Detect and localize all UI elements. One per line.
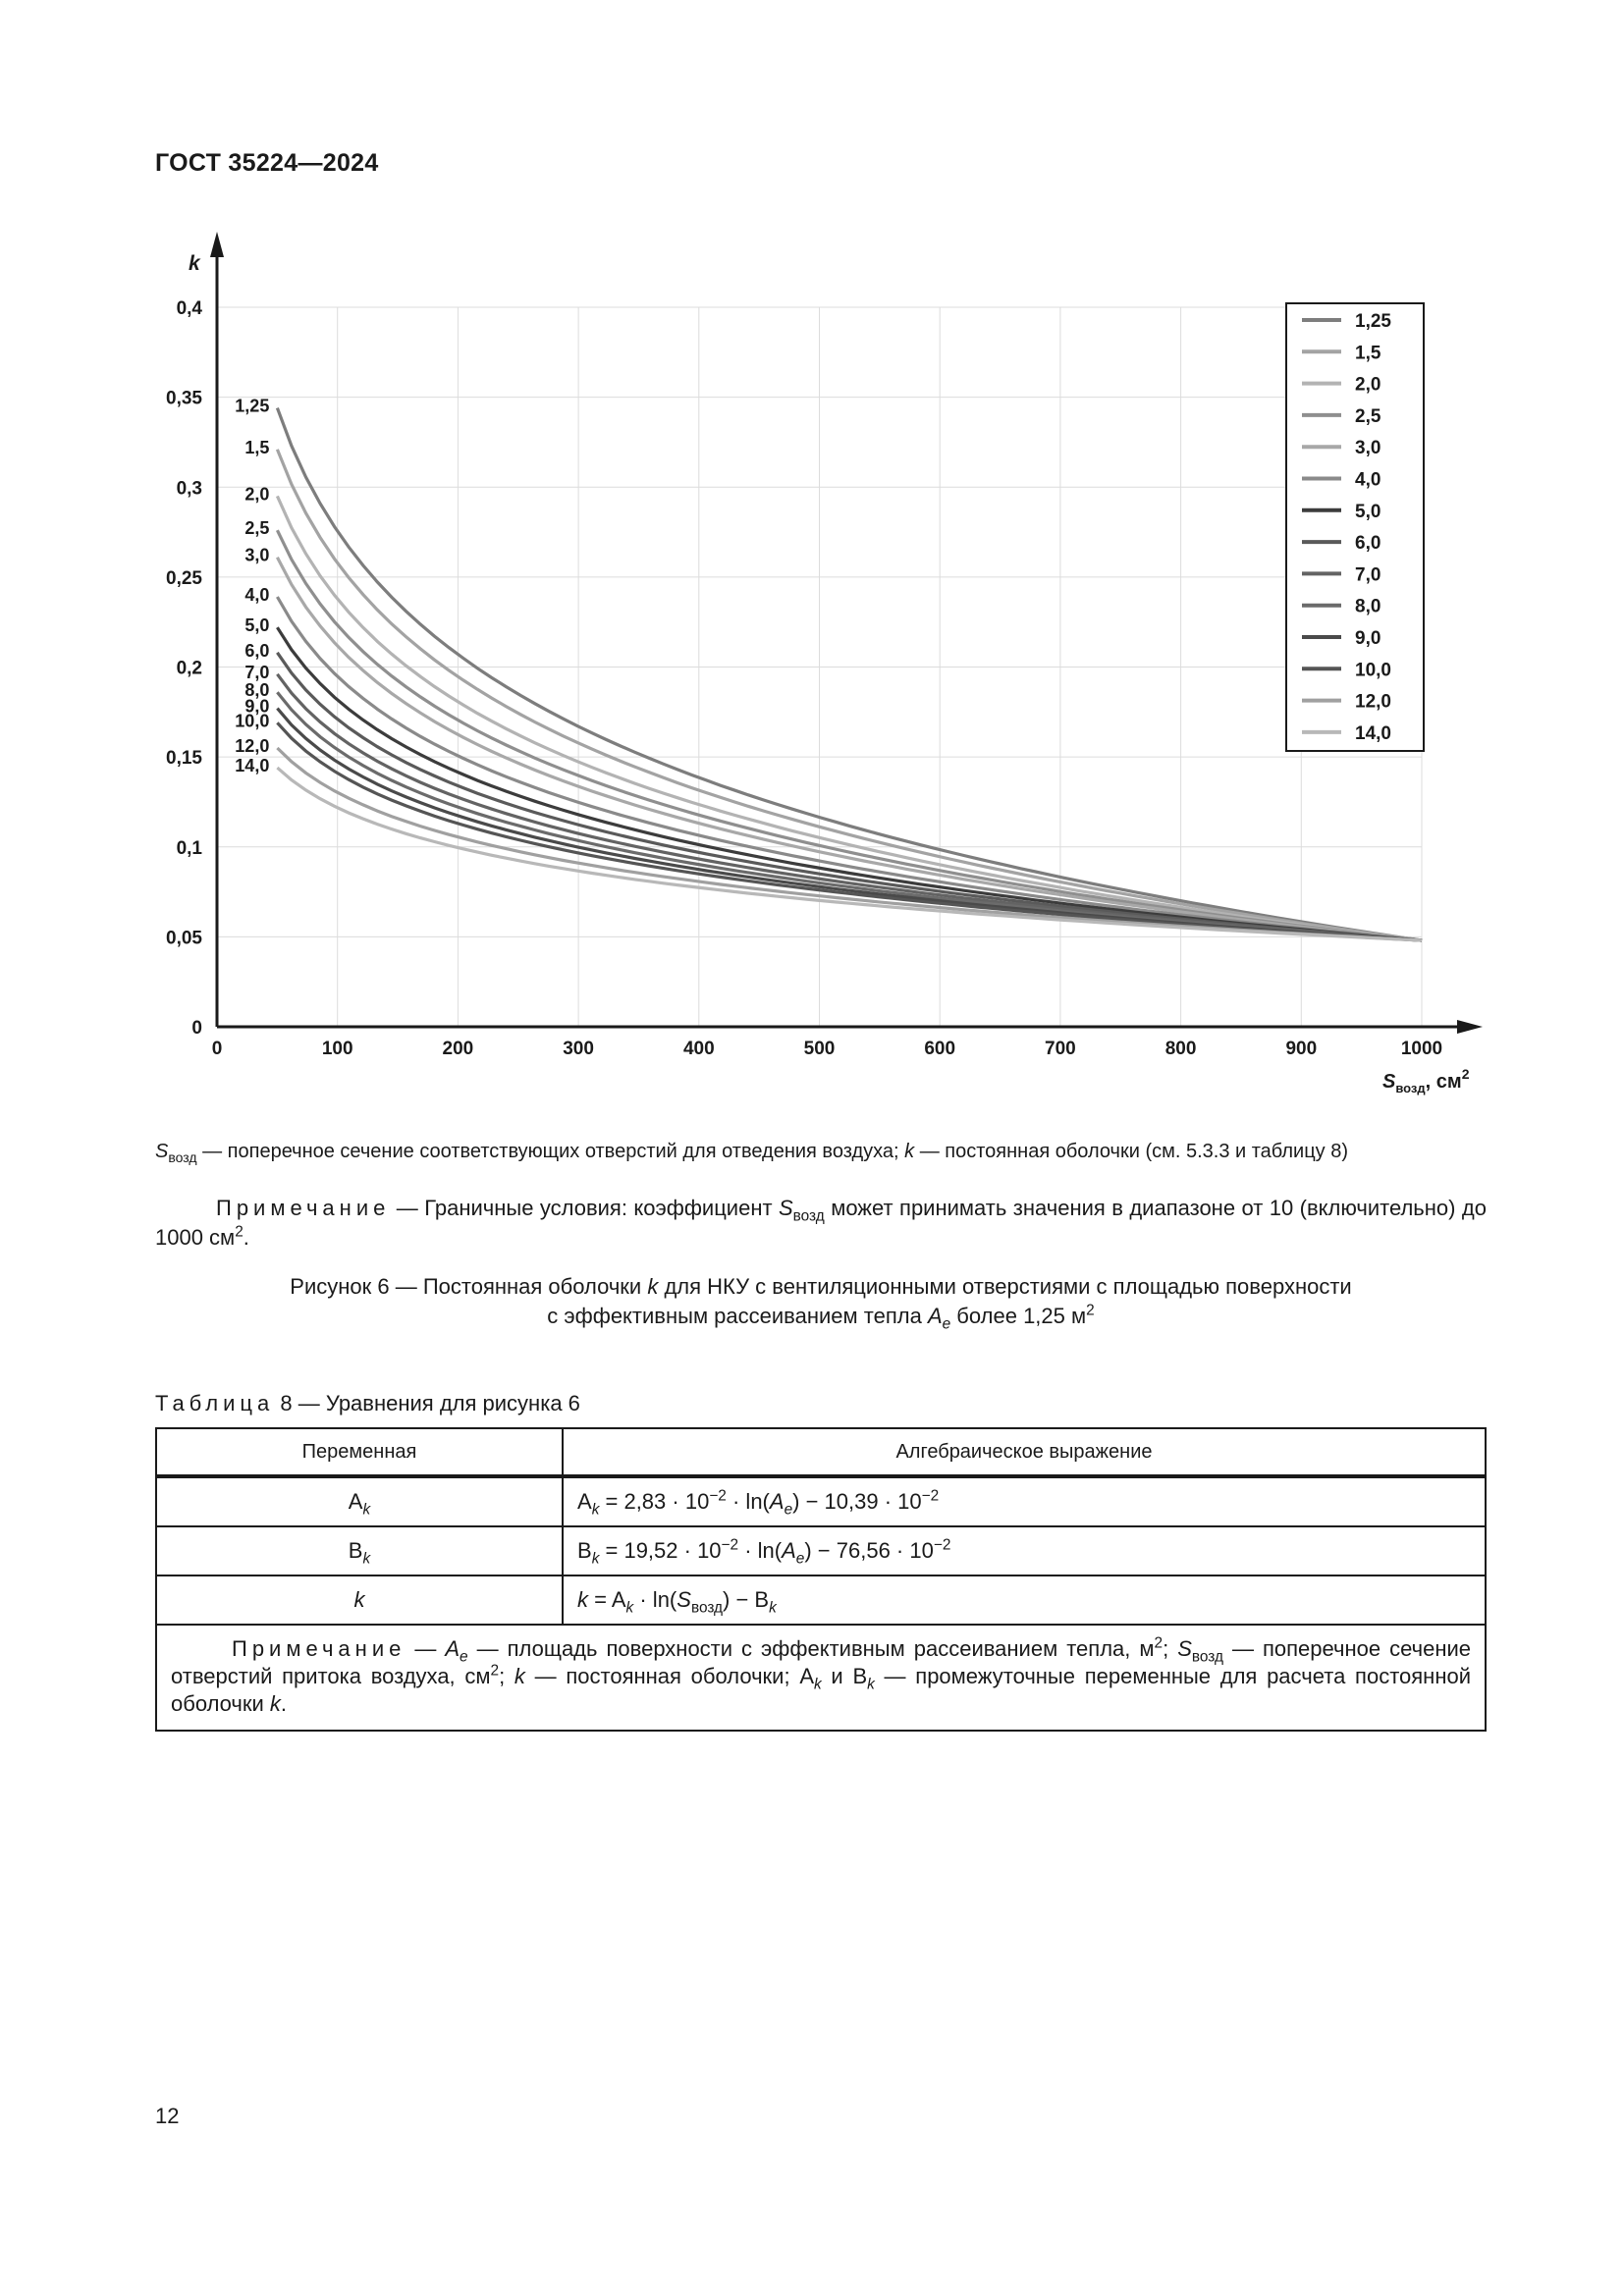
y-tick-label: 0,3: [176, 478, 202, 500]
figure-caption-line-2: [155, 1302, 1487, 1331]
tn-t2-sup: 2: [1154, 1634, 1164, 1652]
k-e1: = A: [588, 1587, 626, 1612]
x-tick-label: 300: [563, 1039, 594, 1059]
series-line-10,0: [277, 722, 1422, 940]
note-symbol: S: [778, 1196, 793, 1220]
y-tick-label: 0,15: [166, 748, 202, 770]
header-variable: Переменная: [156, 1428, 563, 1476]
x-axis-label-symbol: S: [1382, 1071, 1396, 1093]
header-expression: Алгебраическое выражение: [563, 1428, 1486, 1476]
legend-label-2,5: 2,5: [1355, 405, 1381, 427]
cell-expression-bk: [563, 1526, 1486, 1575]
x-axis-arrow: [1457, 1020, 1483, 1034]
bk-e2: = 19,52 · 10: [599, 1538, 722, 1563]
tn-a-sub: e: [460, 1648, 468, 1666]
curve-label-12,0: 12,0: [235, 735, 270, 756]
tn-a: A: [445, 1636, 460, 1661]
y-tick-label: 0,4: [176, 298, 202, 319]
bk-e3-a: A: [782, 1538, 796, 1563]
figure-caption-line-1: [155, 1272, 1487, 1302]
tn-t5: ;: [499, 1664, 514, 1688]
tn-t1: —: [406, 1636, 446, 1661]
figure-caption: [155, 1272, 1487, 1331]
ak-e2-sup: −2: [709, 1487, 727, 1505]
legend-label-1,25: 1,25: [1355, 311, 1391, 332]
curve-label-2,5: 2,5: [244, 518, 270, 539]
x-axis-label-subscript: возд: [1395, 1081, 1426, 1095]
legend-box: [1286, 303, 1424, 751]
bk-e3-sub: e: [795, 1550, 805, 1568]
curve-label-8,0: 8,0: [244, 680, 270, 701]
tn-k2: k: [269, 1691, 281, 1716]
caption-text-1b: для НКУ с вентиляционными отверстиями с площадью поверхности: [658, 1274, 1352, 1299]
bk-e4-sup: −2: [933, 1536, 951, 1554]
table-row-k: [156, 1575, 1486, 1625]
x-tick-label: 500: [803, 1039, 836, 1059]
y-tick-label: 0: [191, 1018, 202, 1039]
cell-variable-bk: [156, 1526, 563, 1575]
x-tick-label: 600: [924, 1039, 956, 1059]
curve-label-10,0: 10,0: [235, 711, 270, 731]
y-tick-label: 0,35: [166, 388, 202, 409]
cell-expression-ak: [563, 1476, 1486, 1526]
tn-t2: — площадь поверхности с эффективным рассеиванием тепла, м: [467, 1636, 1155, 1661]
table-title-rest: 8 — Уравнения для рисунка 6: [274, 1391, 580, 1415]
figure-legend-line: [155, 1139, 1490, 1164]
y-axis-label: k: [189, 252, 200, 275]
legend-line-k-desc: — постоянная оболочки (см. 5.3.3 и таблицу 8): [914, 1141, 1348, 1162]
var-k: k: [353, 1587, 365, 1612]
ak-e1: A: [577, 1489, 592, 1514]
k-ek: k: [577, 1587, 588, 1612]
table-title-label: Таблица: [155, 1391, 275, 1415]
ak-e4-sup: −2: [921, 1487, 940, 1505]
legend-label-9,0: 9,0: [1355, 628, 1381, 649]
curve-label-1,5: 1,5: [244, 437, 270, 457]
curve-label-1,25: 1,25: [235, 396, 270, 416]
tn-t4-sup: 2: [490, 1662, 500, 1680]
table-note: [156, 1625, 1486, 1731]
x-axis-label-superscript: 2: [1461, 1066, 1470, 1082]
table-header-row: [156, 1428, 1486, 1476]
var-ak-main: A: [348, 1489, 363, 1514]
chart-legend: [1286, 303, 1424, 751]
tn-t4: — поперечное сечение отверстий притока воздуха, см: [171, 1636, 1471, 1688]
legend-line-symbol: S: [155, 1141, 169, 1162]
x-axis-label-unit: , см: [1425, 1071, 1462, 1093]
table-title: [155, 1391, 580, 1416]
tn-s-sub: возд: [1191, 1648, 1223, 1666]
y-tick-label: 0,2: [176, 658, 202, 679]
ak-e4: ) − 10,39 · 10: [792, 1489, 922, 1514]
table-row-bk: [156, 1526, 1486, 1575]
note-end: .: [243, 1225, 249, 1250]
tn-s: S: [1177, 1636, 1192, 1661]
bk-e1: B: [577, 1538, 592, 1563]
legend-label-3,0: 3,0: [1355, 438, 1381, 459]
y-tick-label: 0,05: [166, 928, 202, 949]
tn-t8: — промежуточные переменные для расчета постоянной оболочки: [171, 1664, 1472, 1716]
note-subscript: возд: [792, 1207, 825, 1225]
legend-line-desc: — поперечное сечение соответствующих отверстий для отведения воздуха;: [196, 1141, 905, 1162]
document-header: ГОСТ 35224—2024: [155, 149, 379, 177]
bk-e3: · ln(: [738, 1538, 783, 1563]
page-number: 12: [155, 2104, 180, 2128]
y-tick-label: 0,1: [176, 837, 202, 859]
k-e2-sub: возд: [690, 1599, 724, 1617]
tn-t6: — постоянная оболочки; A: [524, 1664, 814, 1688]
chart-series: [277, 405, 1422, 940]
k-e3-sub: k: [769, 1599, 777, 1617]
y-tick-label: 0,25: [166, 567, 202, 589]
curve-label-7,0: 7,0: [244, 662, 270, 682]
tn-t7: и B: [821, 1664, 868, 1688]
bk-e4: ) − 76,56 · 10: [804, 1538, 934, 1563]
x-tick-label: 100: [321, 1039, 353, 1059]
bk-e2-sup: −2: [721, 1536, 739, 1554]
curve-label-2,0: 2,0: [244, 484, 270, 505]
tn-t3: ;: [1163, 1636, 1178, 1661]
x-tick-label: 1000: [1400, 1039, 1443, 1059]
cell-variable-ak: [156, 1476, 563, 1526]
legend-label-5,0: 5,0: [1355, 501, 1381, 522]
var-bk-main: B: [348, 1538, 363, 1563]
var-bk-sub: k: [362, 1550, 371, 1568]
x-tick-label: 200: [442, 1039, 474, 1059]
legend-line-k: k: [904, 1141, 915, 1162]
caption-text-1a: Рисунок 6 — Постоянная оболочки: [290, 1274, 648, 1299]
ak-e3-sub: e: [784, 1501, 793, 1519]
note-superscript: 2: [235, 1223, 244, 1241]
ak-e3: · ln(: [726, 1489, 770, 1514]
legend-label-4,0: 4,0: [1355, 469, 1381, 491]
x-tick-label: 0: [211, 1039, 223, 1059]
curve-label-4,0: 4,0: [244, 585, 270, 606]
caption-a: A: [927, 1304, 943, 1328]
caption-a-subscript: e: [942, 1315, 951, 1333]
bk-e1-sub: k: [591, 1550, 600, 1568]
curve-label-3,0: 3,0: [244, 545, 270, 565]
legend-label-14,0: 14,0: [1355, 722, 1391, 744]
x-tick-label: 400: [682, 1039, 715, 1059]
series-line-1,25: [277, 405, 1422, 940]
tn-t7-sub: k: [867, 1676, 875, 1693]
curve-label-6,0: 6,0: [244, 640, 270, 661]
legend-label-1,5: 1,5: [1355, 343, 1381, 364]
k-e3: ) − B: [723, 1587, 770, 1612]
x-tick-label: 700: [1045, 1039, 1076, 1059]
note-label: Примечание: [216, 1196, 391, 1220]
var-ak-sub: k: [362, 1501, 371, 1519]
legend-line-subscript: возд: [168, 1149, 197, 1165]
curve-label-5,0: 5,0: [244, 615, 270, 636]
curve-labels: [235, 397, 269, 776]
ak-e2: = 2,83 · 10: [599, 1489, 710, 1514]
k-e2: · ln(: [633, 1587, 677, 1612]
y-axis-arrow: [210, 232, 224, 257]
legend-label-8,0: 8,0: [1355, 596, 1381, 617]
k-e2-s: S: [677, 1587, 691, 1612]
legend-label-7,0: 7,0: [1355, 564, 1381, 586]
curve-label-9,0: 9,0: [244, 696, 270, 717]
x-tick-label: 800: [1164, 1039, 1197, 1059]
table-row-ak: [156, 1476, 1486, 1526]
figure-note: [155, 1194, 1487, 1253]
tn-t9: .: [280, 1691, 288, 1716]
tn-t6-sub: k: [814, 1676, 822, 1693]
legend-label-12,0: 12,0: [1355, 691, 1391, 713]
caption-superscript: 2: [1086, 1302, 1095, 1319]
equations-table: [155, 1427, 1487, 1732]
cell-variable-k: [156, 1575, 563, 1625]
tn-k: k: [514, 1664, 525, 1688]
tick-labels: [166, 298, 1442, 1059]
x-tick-label: 900: [1285, 1039, 1318, 1059]
caption-k: k: [647, 1274, 659, 1299]
note-text-1: — Граничные условия: коэффициент: [390, 1196, 779, 1220]
legend-label-6,0: 6,0: [1355, 533, 1381, 555]
table-note-row: [156, 1625, 1486, 1731]
legend-label-10,0: 10,0: [1355, 660, 1391, 681]
curve-label-14,0: 14,0: [235, 756, 270, 776]
caption-text-2b: более 1,25 м: [950, 1304, 1087, 1328]
x-axis-label: [1382, 1066, 1470, 1095]
ak-e1-sub: k: [591, 1501, 600, 1519]
ak-e3-a: A: [769, 1489, 785, 1514]
table-note-label: Примечание: [232, 1636, 406, 1661]
legend-label-2,0: 2,0: [1355, 374, 1381, 396]
caption-text-2a: с эффективным рассеиванием тепла: [547, 1304, 928, 1328]
note-text-2: может принимать значения в диапазоне от 10 (включительно) до 1000 см: [155, 1196, 1487, 1250]
k-e1-sub: k: [625, 1599, 634, 1617]
cell-expression-k: [563, 1575, 1486, 1625]
k-vs-area-chart: [0, 0, 1624, 1119]
